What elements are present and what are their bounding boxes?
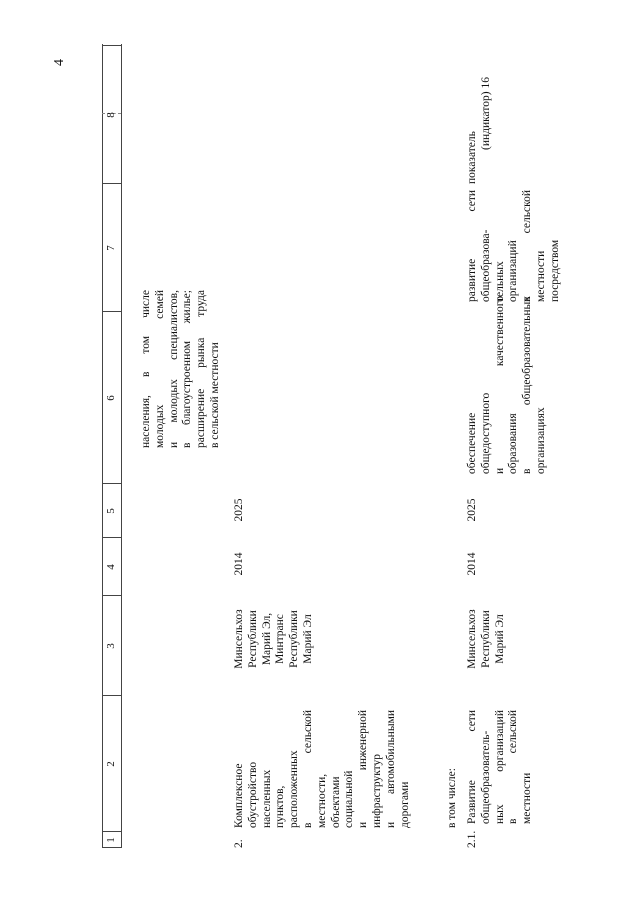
executor (466, 594, 507, 684)
text-line: социальной (343, 770, 356, 828)
text-line: и качественного (493, 296, 506, 474)
text-line: Минсельхоз (466, 609, 478, 669)
text-line: общеобразователь- (479, 730, 492, 824)
text-line: Марий Эл, (260, 612, 273, 666)
subheading: в том числе: (446, 768, 458, 828)
text-line: в сельской местности (208, 342, 221, 448)
col-number-6: 6 (105, 395, 117, 401)
text-line: в сельской (507, 710, 520, 824)
text-line: расположенных (288, 750, 301, 828)
measure-name (233, 710, 412, 828)
indicator-link (466, 50, 494, 184)
text-line: местности (521, 772, 534, 824)
text-line: и автомобильными (384, 710, 397, 828)
text-line: развитие сети (466, 190, 478, 302)
text-line: местности (534, 250, 547, 302)
text-line: местности, (315, 773, 328, 828)
text-line: населения, в том числе (140, 290, 152, 448)
measure-name (466, 710, 535, 824)
text-line: тельных (493, 261, 506, 302)
text-line: Марий Эл (301, 614, 314, 664)
col-number-3: 3 (105, 643, 117, 649)
text-line: Развитие сети (466, 710, 478, 824)
col-number-1: 1 (105, 837, 117, 843)
text-line: пунктов, (274, 785, 287, 828)
text-line: в благоустроенном жилье; (181, 290, 194, 448)
row-number: 2.1. (466, 830, 478, 848)
start-year: 2014 (466, 552, 478, 576)
text-line: в сельской (301, 710, 314, 828)
text-line: общеобразова- (479, 229, 492, 302)
consequences (466, 190, 563, 302)
text-line: Марий Эл (493, 614, 506, 664)
text-line: и молодых специалистов, (167, 290, 180, 448)
text-line: молодых семей (153, 290, 166, 448)
text-line: показатель (466, 131, 478, 184)
col-number-7: 7 (105, 245, 117, 251)
text-line: ных организаций (493, 710, 506, 824)
text-line: организаций (507, 240, 520, 302)
text-line: Республики (246, 610, 259, 668)
executor (233, 594, 316, 684)
text-line: объектами (329, 776, 342, 828)
end-year: 2025 (233, 498, 245, 522)
text-line: инфраструктур (370, 753, 383, 828)
header-row-divider (121, 44, 122, 848)
text-line: Республики (479, 610, 492, 668)
text-line: в сельской (521, 190, 534, 302)
text-line: дорогами (398, 781, 411, 828)
col-number-8: 8 (105, 112, 117, 118)
rotated-table (102, 44, 640, 848)
start-year: 2014 (233, 552, 245, 576)
col-number-2: 2 (105, 761, 117, 767)
text-line: и инженерной (357, 710, 370, 828)
text-line: организациях (534, 407, 547, 474)
text-line: посредством (548, 239, 561, 302)
text-line: образования (507, 413, 520, 474)
col-number-5: 5 (105, 508, 117, 514)
text-line: Комплексное (233, 763, 245, 828)
page-number: 4 (52, 59, 67, 66)
row-number: 2. (233, 839, 245, 848)
text-line: обустройство (246, 761, 259, 828)
text-line: расширение рынка труда (195, 290, 208, 448)
text-line: в общеобразовательных (521, 296, 534, 474)
text-line: Минтранс (274, 614, 287, 664)
continuation-col6 (140, 290, 223, 448)
end-year: 2025 (466, 498, 478, 522)
text-line: обеспечение (466, 412, 478, 474)
text-line: общедоступного (479, 392, 492, 474)
text-line: Минсельхоз (233, 609, 245, 669)
expected-result (466, 296, 549, 474)
text-line: Республики (288, 610, 301, 668)
text-line: (индикатор) 16 (479, 77, 492, 150)
text-line: населенных (260, 769, 273, 828)
col-number-4: 4 (105, 564, 117, 570)
